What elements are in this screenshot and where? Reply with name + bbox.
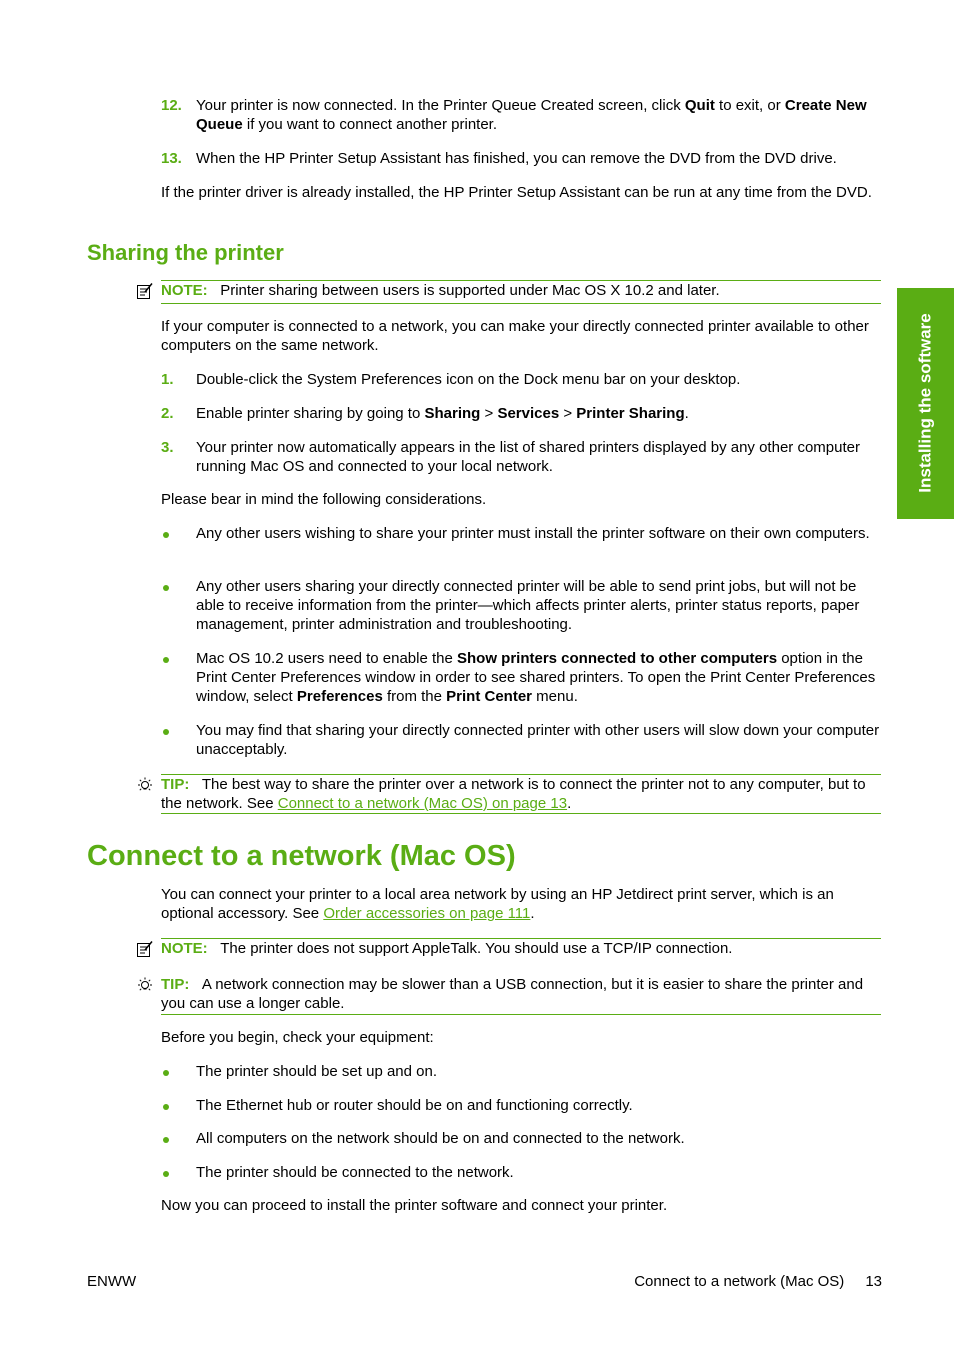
tip-bottom-rule [161,1014,881,1015]
note-bottom-rule [161,303,881,304]
bullet-dot [163,657,169,663]
paragraph-driver: If the printer driver is already installed, the HP Printer Setup Assistant can be run at any time from the DVD. [161,184,872,201]
list-item: The Ethernet hub or router should be on and functioning correctly. [196,1097,633,1114]
footer-title: Connect to a network (Mac OS) [634,1273,845,1290]
note-icon [136,940,154,958]
page-title: Connect to a network (Mac OS) [87,840,516,872]
list-item: You may find that sharing your directly connected printer with other users will slow down your computer unacceptably. [196,722,880,758]
step-text: Your printer is now connected. In the Printer Queue Created screen, click Quit to exit, or Create New Queue if you want to connect another printer. [196,97,867,133]
link-connect-network[interactable]: Connect to a network (Mac OS) on page 13 [277,795,568,812]
tip-bottom-rule [161,813,881,814]
list-item: All computers on the network should be on and connected to the network. [196,1130,685,1147]
note-label: NOTE: [161,940,208,957]
footer-right [634,1272,882,1291]
note [161,281,882,300]
tip: TIP: The best way to share the printer over a network is to connect the printer not to any computer, but to the network. See Connect to a network (Mac OS) on page 13. [161,776,866,812]
step-number: 13. [161,150,182,167]
list-item: Any other users sharing your directly connected printer will be able to send print jobs, but will not be able to receive information from the printer—which affects printer alerts, printer status reports, paper management, printer administration and troubleshooting. [196,578,860,633]
bullet-dot [163,1171,169,1177]
step-number: 2. [161,405,174,422]
list-item: Any other users wishing to share your printer must install the printer software on their own computers. [196,525,870,542]
bullet-dot [163,532,169,538]
step-text: Enable printer sharing by going to Sharing > Services > Printer Sharing. [196,405,689,422]
bullet-dot [163,729,169,735]
page-number: 13 [865,1273,882,1290]
side-tab-label: Installing the software [915,313,935,493]
tip-bulb-icon [136,977,154,995]
footer-left: ENWW [87,1273,137,1290]
note-icon [136,282,154,300]
bullet-dot [163,1104,169,1110]
paragraph-before: Before you begin, check your equipment: [161,1029,434,1046]
note-text: The printer does not support AppleTalk. You should use a TCP/IP connection. [220,940,733,957]
list-item: The printer should be set up and on. [196,1063,437,1080]
bullet-dot [163,1070,169,1076]
step-text: Double-click the System Preferences icon on the Dock menu bar on your desktop. [196,371,741,388]
tip: TIP: A network connection may be slower than a USB connection, but it is easier to share the printer and you can use a longer cable. [161,976,864,1012]
link-order-accessories[interactable]: Order accessories on page 111 [323,905,531,922]
note [161,939,882,958]
paragraph-sharing-intro: If your computer is connected to a network, you can make your directly connected printer available to other computers on the same network. [161,318,869,354]
step-text: Your printer now automatically appears in the list of shared printers displayed by any other computer running Mac OS and connected to your local network. [196,439,860,475]
list-item: The printer should be connected to the network. [196,1164,514,1181]
note-text: Printer sharing between users is supported under Mac OS X 10.2 and later. [220,282,720,299]
step-number: 1. [161,371,174,388]
note-label: NOTE: [161,282,208,299]
bullet-dot [163,1137,169,1143]
side-tab [897,288,954,519]
step-number: 12. [161,97,182,114]
paragraph-network-intro: You can connect your printer to a local area network by using an HP Jetdirect print server, which is an optional accessory. See Order accessories on page 111. [161,886,834,922]
bullet-dot [163,585,169,591]
paragraph-considerations: Please bear in mind the following considerations. [161,491,487,508]
paragraph-closing: Now you can proceed to install the printer software and connect your printer. [161,1197,668,1214]
section-heading: Sharing the printer [87,240,284,265]
tip-label: TIP: [161,776,190,793]
step-number: 3. [161,439,174,456]
tip-label: TIP: [161,976,190,993]
tip-bulb-icon [136,777,154,795]
list-item: Mac OS 10.2 users need to enable the Show printers connected to other computers option in the Print Center Preferences window in order to see shared printers. To open the Print Center Preferences window, select Preferences from the Print Center menu. [196,650,876,705]
step-text: When the HP Printer Setup Assistant has finished, you can remove the DVD from the DVD drive. [196,150,837,167]
